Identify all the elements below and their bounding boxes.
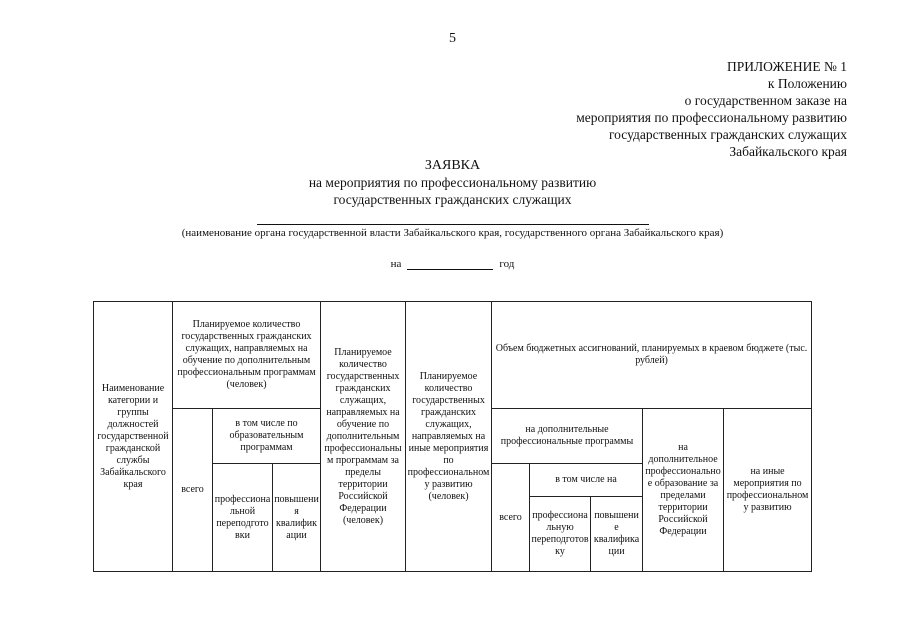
header-retraining-people: профессиональной переподготовки <box>213 464 273 572</box>
appendix-line: к Положению <box>767 76 847 91</box>
period-suffix: год <box>499 258 515 270</box>
organ-caption: (наименование органа государственной власти Забайкальского края, государственного органа Забайкальского края) <box>181 227 724 239</box>
document-title: ЗАЯВКА <box>424 158 481 173</box>
header-qualification-people: повышения квалификации <box>273 464 321 572</box>
appendix-line: государственных гражданских служащих <box>608 127 847 142</box>
document-heading <box>0 157 905 208</box>
period-prefix: на <box>390 258 402 270</box>
organ-name-line <box>257 210 649 225</box>
document-subtitle-line: государственных гражданских служащих <box>333 192 572 207</box>
appendix-line: мероприятия по профессиональному развитию <box>576 110 847 125</box>
header-budget-additional: на дополнительные профессиональные программы <box>492 409 643 464</box>
header-including-budget: в том числе на <box>530 464 643 497</box>
year-blank-line <box>407 258 493 270</box>
header-total-people: всего <box>173 409 213 572</box>
appendix-line: ПРИЛОЖЕНИЕ № 1 <box>726 59 847 74</box>
header-total-budget: всего <box>492 464 530 572</box>
header-budget-outside: на дополнительное профессиональное образование за пределами территории Российской Федерации <box>643 409 724 572</box>
header-planned-outside: Планируемое количество государственных гражданских служащих, направляемых на обучение по дополнительным профессиональным программам за пределы территории Российской Федерации (человек) <box>321 302 406 572</box>
document-subtitle-line: на мероприятия по профессиональному развитию <box>308 175 597 190</box>
period-field <box>0 258 905 270</box>
request-table <box>93 301 812 572</box>
header-including-programs: в том числе по образовательным программам <box>213 409 321 464</box>
appendix-line: о государственном заказе на <box>684 93 847 108</box>
page-number: 5 <box>449 31 456 46</box>
header-budget: Объем бюджетных ассигнований, планируемых в краевом бюджете (тыс. рублей) <box>492 302 812 409</box>
appendix-block <box>487 58 847 160</box>
organ-field <box>0 210 905 239</box>
header-qualification-budget: повышение квалификации <box>591 497 643 572</box>
appendix-line: Забайкальского края <box>729 144 847 159</box>
header-retraining-budget: профессиональную переподготовку <box>530 497 591 572</box>
header-category: Наименование категории и группы должностей государственной гражданской службы Забайкальского края <box>94 302 173 572</box>
header-planned-additional: Планируемое количество государственных гражданских служащих, направляемых на обучение по дополнительным профессиональным программам (человек) <box>173 302 321 409</box>
header-budget-other: на иные мероприятия по профессиональному развитию <box>724 409 812 572</box>
header-planned-other: Планируемое количество государственных гражданских служащих, направляемых на иные мероприятия по профессиональному развитию (человек) <box>406 302 492 572</box>
